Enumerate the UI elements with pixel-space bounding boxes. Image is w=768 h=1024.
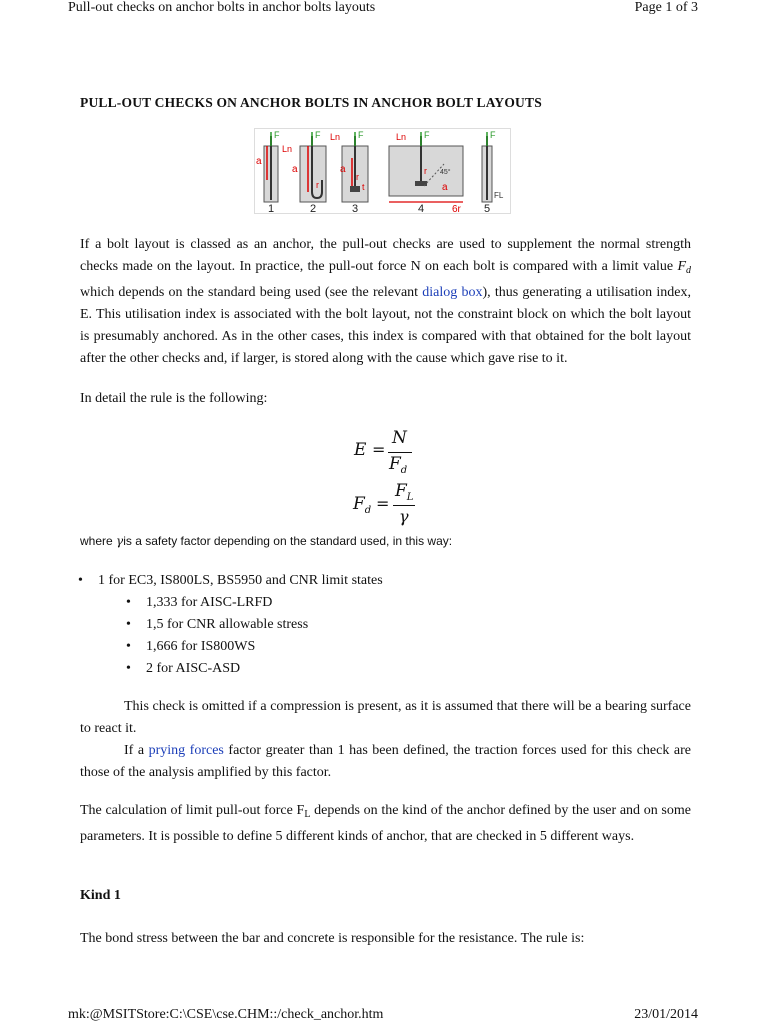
formula-f-lhs: $F_d$ [353,494,372,516]
figure-mark-t3: t [362,182,365,192]
formula-e-bar [388,452,412,453]
header-title: Pull-out checks on anchor bolts in anchor bolts layouts [68,0,376,15]
figure-mark-a3: a [340,164,346,175]
figure-mark-ln3: Ln [330,132,341,142]
figure-label-5: 5 [484,203,491,214]
figure-mark-r2: r [316,180,319,190]
list-item: • 1,333 for AISC-LRFD [126,592,383,614]
figure-mark-ln2: Ln [282,144,293,154]
safety-factor-list [78,570,383,680]
figure-mark-6r4: 6r [452,204,461,214]
formula-e-lhs: E [354,440,367,460]
kind-1-heading: Kind 1 [80,888,121,903]
figure-mark-deg4: 45° [440,169,451,176]
figure-label-4: 4 [418,203,425,214]
formula-f-num: $F_L$ [395,481,414,503]
list-item: • 1 for EC3, IS800LS, BS5950 and CNR limit states • 1,333 for AISC-LRFD • 1,5 for CNR allowable stress • 1,666 for IS800WS • 2 for AISC-ASD [78,570,383,680]
formula-f-eq: = [376,494,390,513]
list-item: • 2 for AISC-ASD [126,658,383,680]
footer-path: mk:@MSITStore:C:\CSE\cse.CHM::/check_anchor.htm [68,1007,384,1022]
dialog-box-link[interactable]: dialog box [422,285,483,300]
figure-mark-ln4: Ln [396,132,407,142]
figure-mark-f1: F [274,130,280,140]
calc-paragraph: The calculation of limit pull-out force $F_L$ depends on the kind of the anchor defined by the user and on some parameters. It is possible to define 5 different kinds of anchor, that are checked in 5 different ways. [80,803,691,844]
formula-f-bar [393,505,415,506]
document-title: PULL-OUT CHECKS ON ANCHOR BOLTS IN ANCHOR BOLT LAYOUTS [80,95,542,110]
list-item: • 1,666 for IS800WS [126,636,383,658]
figure-label-3: 3 [352,203,359,214]
compression-paragraph: This check is omitted if a compression is present, as it is assumed that there will be a bearing surface to react it. [80,699,691,736]
figure-label-1: 1 [268,203,275,214]
formula-e-den: $F_d$ [389,454,408,476]
figure-mark-f3: F [358,130,364,140]
figure-mark-f4: F [424,130,430,140]
figure-mark-r3: r [356,172,359,182]
page-number: Page 1 of 3 [634,0,698,15]
detail-line: In detail the rule is the following: [80,391,268,406]
formula-e-eq: = [372,440,386,459]
formula-f-den: γ [399,507,409,526]
formula-e-num: N [392,428,407,448]
prying-paragraph: If a prying forces factor greater than 1 has been defined, the traction forces used for this check are those of the analysis amplified by this factor. [80,743,691,780]
where-line: where γis a safety factor depending on the standard used, in this way: [80,534,453,548]
intro-paragraph: If a bolt layout is classed as an anchor, the pull-out checks are used to supplement the normal strength checks made on the layout. In practice, the pull-out force N on each bolt is compared with a limit value $F_d$ which depends on the standard being used (see the relevant dialog box), thus generating a utilisation index, E. This utilisation index is associated with the bolt layout, not the constraint block on which the bolt layout is presumably anchored. As in the other cases, this index is compared with that obtained for the bolt layout after the other checks and, if larger, is stored along with the cause which gave rise to it. [80,237,691,366]
figure-mark-a1: a [256,156,262,167]
list-item: • 1,5 for CNR allowable stress [126,614,383,636]
anchor-kinds-figure [254,128,511,214]
figure-label-2: 2 [310,203,317,214]
figure-mark-a4: a [442,182,448,193]
figure-mark-f5: F [490,130,496,140]
figure-mark-r4: r [424,166,427,176]
footer-date: 23/01/2014 [634,1007,698,1022]
figure-mark-fl5: FL [494,191,504,200]
figure-mark-a2: a [292,164,298,175]
bond-paragraph: The bond stress between the bar and concrete is responsible for the resistance. The rule is: [80,931,585,946]
prying-forces-link[interactable]: prying forces [148,743,224,758]
figure-mark-f2: F [315,130,321,140]
